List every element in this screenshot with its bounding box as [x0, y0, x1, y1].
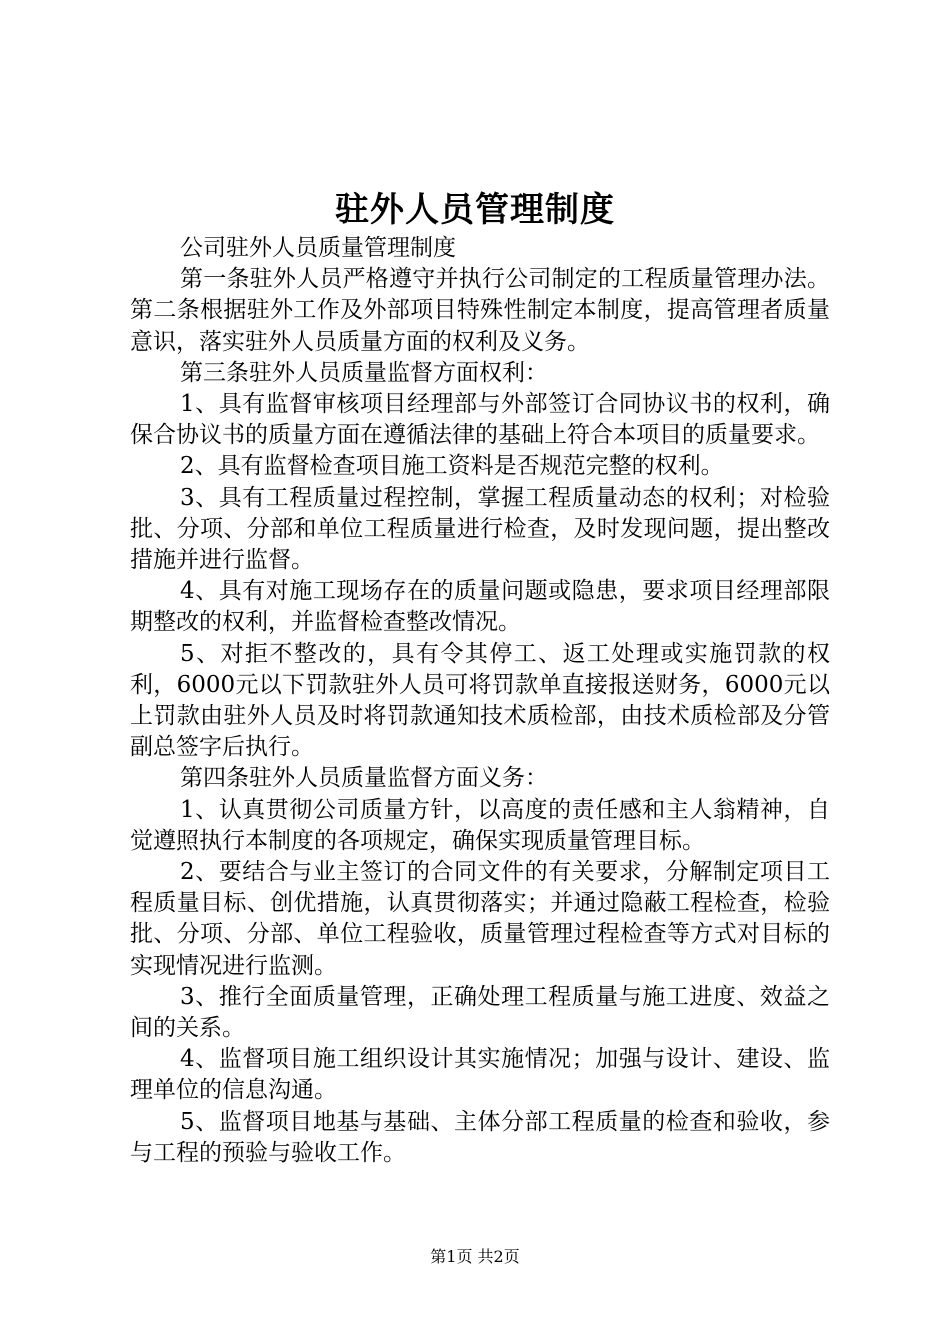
paragraph-subtitle: 公司驻外人员质量管理制度 — [180, 235, 456, 261]
paragraph-article-1-2: 第一条驻外人员严格遵守并执行公司制定的工程质量管理办法。第二条根据驻外工作及外部项目特殊性制定本制度，提高管理者质量意识，落实驻外人员质量方面的权利及义务。 — [130, 266, 830, 355]
paragraph-right-5: 5、对拒不整改的，具有令其停工、返工处理或实施罚款的权利，6000元以下罚款驻外人员可将罚款单直接报送财务，6000元以上罚款由驻外人员及时将罚款通知技术质检部，由技术质检部及分管副总签字后执行。 — [130, 640, 830, 761]
document-body — [130, 233, 830, 1169]
paragraph-article-4-heading: 第四条驻外人员质量监督方面义务： — [180, 765, 548, 792]
document-title: 驻外人员管理制度 — [335, 190, 615, 230]
paragraph-duty-3: 3、推行全面质量管理，正确处理工程质量与施工进度、效益之间的关系。 — [130, 983, 830, 1042]
paragraph-right-1: 1、具有监督审核项目经理部与外部签订合同协议书的权利，确保合协议书的质量方面在遵循法律的基础上符合本项目的质量要求。 — [130, 391, 830, 449]
page-footer: 第1页 共2页 — [430, 1247, 520, 1266]
paragraph-duty-2: 2、要结合与业主签订的合同文件的有关要求，分解制定项目工程质量目标、创优措施，认真贯彻落实；并通过隐蔽工程检查，检验批、分项、分部、单位工程验收，质量管理过程检查等方式对目标的实现情况进行监测。 — [130, 859, 830, 979]
paragraph-article-3-heading: 第三条驻外人员质量监督方面权利： — [180, 359, 548, 386]
paragraph-duty-4: 4、监督项目施工组织设计其实施情况；加强与设计、建设、监理单位的信息沟通。 — [130, 1046, 830, 1104]
paragraph-right-2: 2、具有监督检查项目施工资料是否规范完整的权利。 — [180, 453, 724, 480]
paragraph-right-4: 4、具有对施工现场存在的质量问题或隐患，要求项目经理部限期整改的权利，并监督检查整改情况。 — [130, 578, 830, 636]
paragraph-right-3: 3、具有工程质量过程控制，掌握工程质量动态的权利；对检验批、分项、分部和单位工程质量进行检查，及时发现问题，提出整改措施并进行监督。 — [130, 484, 830, 574]
paragraph-duty-5: 5、监督项目地基与基础、主体分部工程质量的检查和验收，参与工程的预验与验收工作。 — [130, 1108, 830, 1166]
paragraph-duty-1: 1、认真贯彻公司质量方针，以高度的责任感和主人翁精神，自觉遵照执行本制度的各项规定，确保实现质量管理目标。 — [130, 796, 830, 854]
